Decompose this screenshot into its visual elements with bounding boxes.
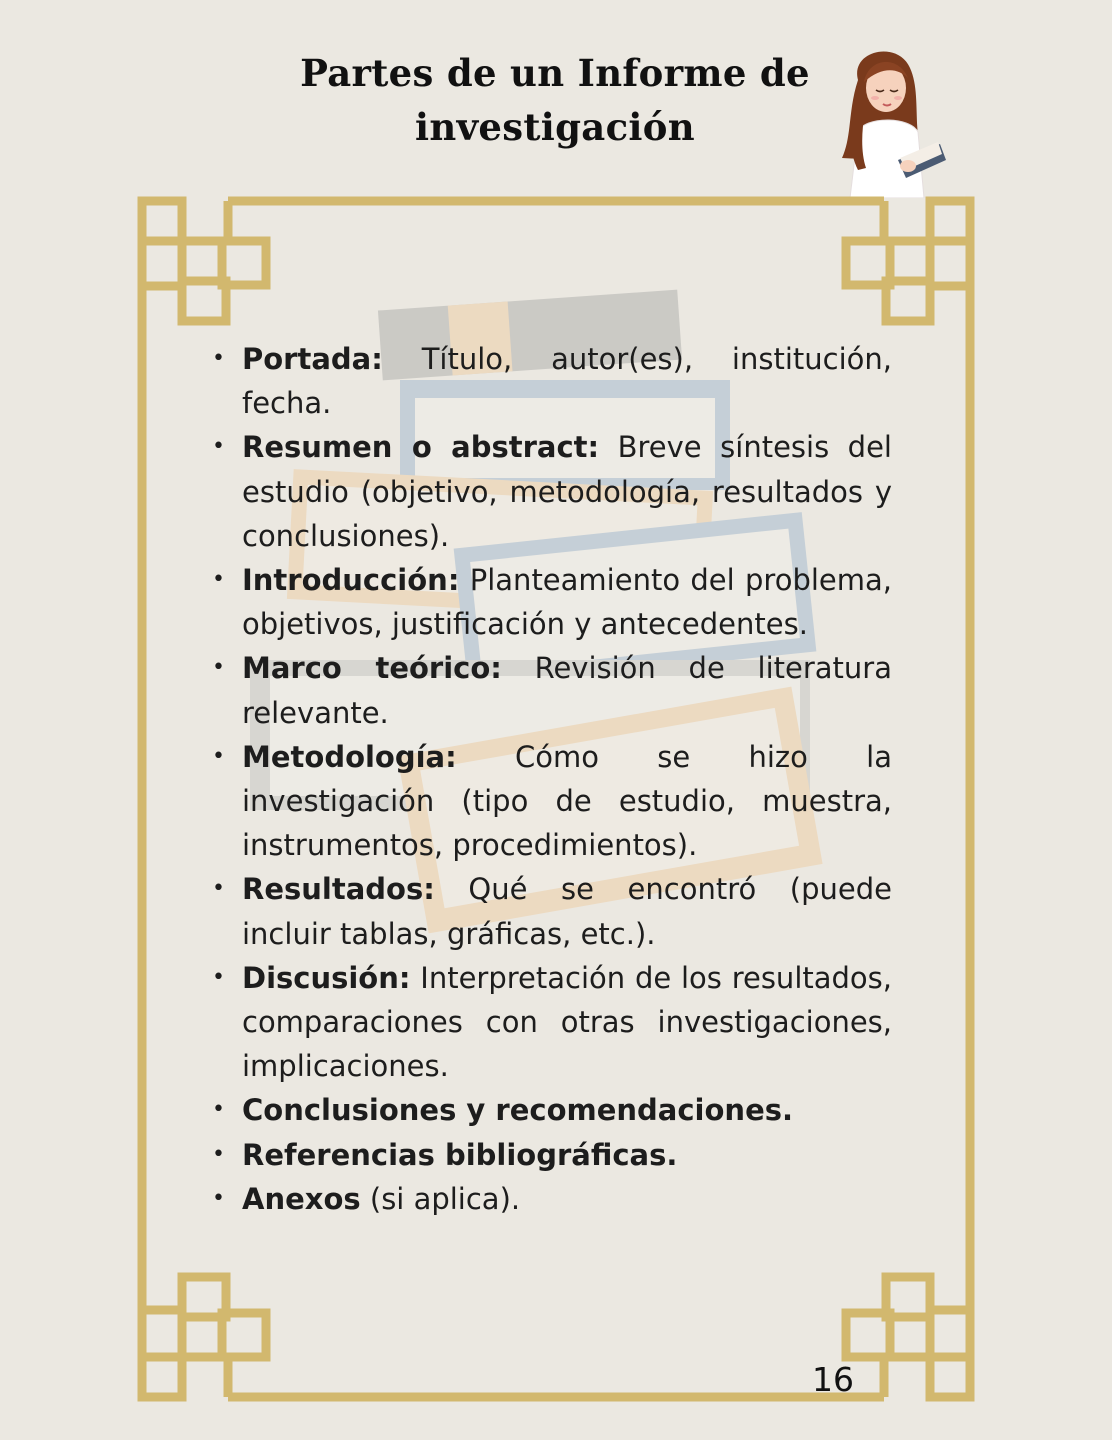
bullet: •: [212, 655, 225, 681]
title-line-2: investigación: [415, 105, 695, 149]
list-item-description: Cómo se hizo la investigación (tipo de estudio, muestra, instrumentos, procedimientos).: [242, 739, 892, 863]
list-item: [212, 1177, 892, 1221]
list-item-description: Título, autor(es), institución, fecha.: [242, 342, 892, 421]
list-item-text: [242, 558, 892, 646]
list-item-text: [242, 337, 892, 425]
list-item-text: [242, 956, 892, 1089]
list-item-description: (si aplica).: [360, 1181, 521, 1216]
list-item-text: [242, 867, 892, 955]
list-item-label: Introducción:: [242, 563, 460, 598]
list-item-text: [242, 425, 892, 558]
bullet: •: [212, 1185, 225, 1211]
list-item: [212, 558, 892, 646]
title-line-1: Partes de un Informe de: [300, 51, 810, 95]
list-item-label: Resultados:: [242, 872, 435, 907]
list-item-label: Discusión:: [242, 960, 411, 995]
list-item-description: Revisión de literatura relevante.: [242, 651, 892, 730]
list-item-description: Planteamiento del problema, objetivos, justificación y antecedentes.: [242, 563, 892, 642]
list-item: [212, 646, 892, 734]
bullet: •: [212, 567, 225, 593]
bullet: •: [212, 743, 225, 769]
bullet: •: [212, 1141, 225, 1167]
list-item-label: Referencias bibliográficas.: [242, 1137, 678, 1172]
list-item-label: Marco teórico:: [242, 651, 502, 686]
bullet: •: [212, 964, 225, 990]
list-item: [212, 956, 892, 1089]
list-item-text: [242, 1133, 892, 1177]
bullet: •: [212, 346, 225, 371]
list-item-description: Breve síntesis del estudio (objetivo, metodología, resultados y conclusiones).: [242, 430, 892, 553]
page-number: 16: [812, 1360, 854, 1399]
list-item: [212, 337, 892, 425]
list-item-label: Metodología:: [242, 739, 457, 774]
list-item-description: Interpretación de los resultados, comparaciones con otras investigaciones, implicaciones.: [242, 960, 892, 1084]
bullet: •: [212, 1097, 225, 1123]
list-item-label: Resumen o abstract:: [242, 430, 600, 465]
list-item: [212, 425, 892, 558]
list-item-label: Anexos: [242, 1181, 361, 1216]
list-item-text: [242, 646, 892, 734]
list-item-label: Portada:: [242, 342, 383, 376]
parts-list: [212, 337, 892, 1221]
list-item-label: Conclusiones y recomendaciones.: [242, 1093, 794, 1128]
list-item: [212, 735, 892, 868]
list-item: [212, 867, 892, 955]
bullet: •: [212, 876, 225, 902]
list-item: [212, 1088, 892, 1132]
list-item: [212, 1133, 892, 1177]
bullet: •: [212, 434, 225, 460]
list-item-text: [242, 1088, 892, 1132]
list-item-text: [242, 735, 892, 868]
list-item-text: [242, 1177, 892, 1221]
list-item-description: Qué se encontró (puede incluir tablas, gráficas, etc.).: [242, 872, 892, 951]
